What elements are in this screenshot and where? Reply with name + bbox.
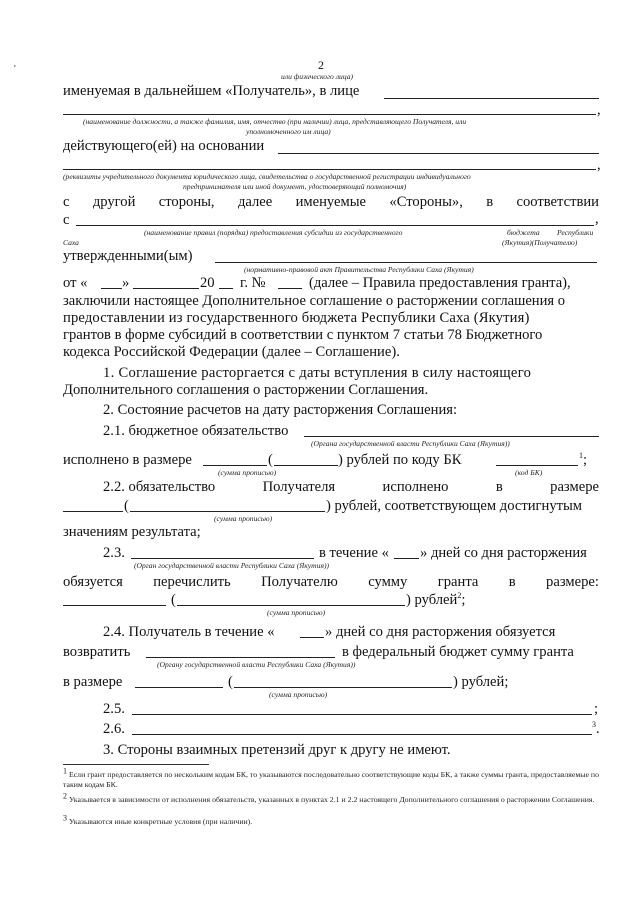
basis-field[interactable]	[278, 153, 599, 154]
representative-field[interactable]	[384, 98, 599, 99]
p22-sum-field[interactable]	[63, 511, 123, 512]
body-line-3: грантов в форме субсидий в соответствии с пунктом 7 статьи 78 Бюджетного	[63, 327, 543, 343]
p22-rest: ) рублей, соответствующем достигнутым	[326, 498, 583, 514]
representative-field-2[interactable]	[63, 114, 596, 115]
approved-label: утвержденными(ым)	[63, 248, 193, 264]
basis-field-2[interactable]	[63, 169, 596, 170]
year-field[interactable]	[219, 288, 233, 289]
p23-rest: в течение «	[319, 545, 389, 561]
p23-organ-field[interactable]	[131, 558, 314, 559]
p24-size: в размере	[63, 674, 123, 690]
number-label: г. №	[240, 275, 266, 291]
sub-organ2: (Орган государственной власти Республики Саха (Якутия))	[134, 561, 330, 570]
sub-individual: или физического лица)	[281, 72, 354, 81]
rules-field[interactable]	[76, 225, 594, 226]
kbk-field[interactable]	[496, 465, 578, 466]
recipient-label: именуемая в дальнейшем «Получатель», в лице	[63, 83, 360, 99]
p26-field[interactable]	[132, 734, 592, 735]
p24-line1: 2.4. Получатель в течение «	[103, 624, 275, 640]
p24-words-field[interactable]	[234, 687, 452, 688]
p24-line1b: » дней со дня расторжения обязуется	[325, 624, 556, 640]
sub-kbk: (код БК)	[515, 468, 543, 477]
year-label: 20	[200, 275, 215, 291]
p22-last: значениям результата;	[63, 524, 201, 540]
sub-sum-2: (сумма прописью)	[214, 514, 273, 523]
p24-organ-field[interactable]	[146, 657, 335, 658]
approved-field[interactable]	[215, 262, 597, 263]
line6-s: с	[63, 212, 70, 228]
sub-organ: (Органа государственной власти Республики Саха (Якутия))	[311, 439, 510, 448]
sub-sum-4: (сумма прописью)	[269, 690, 328, 699]
sub-sum-1: (сумма прописью)	[218, 468, 277, 477]
p24-sum-field[interactable]	[135, 687, 223, 688]
p24-fed: в федеральный бюджет сумму гранта	[342, 644, 574, 660]
sub-budget-2: Республики	[557, 228, 594, 237]
p23-rest2: » дней со дня расторжения	[420, 545, 587, 561]
p23-open: (	[171, 592, 176, 608]
p26-fn-period: $^3$.	[592, 720, 600, 737]
body-line-2: предоставлении из государственного бюджета Республики Саха (Якутия)	[63, 310, 530, 326]
footnote-3: $^3$ Указываются иные конкретные условия (при наличии).	[63, 813, 253, 826]
body-line-1: заключили настоящее Дополнительное соглашение о расторжении соглашения о	[63, 293, 566, 309]
sub-sum-3: (сумма прописью)	[267, 608, 326, 617]
basis-label: действующего(ей) на основании	[63, 138, 265, 154]
p23-days-field[interactable]	[394, 558, 419, 559]
p26-label: 2.6.	[103, 721, 125, 737]
day-field[interactable]	[101, 288, 122, 289]
from-label: от «	[63, 275, 88, 291]
sub-saha: Саха	[63, 238, 79, 247]
sub-recipient: (Якутия)(Получателю)	[502, 238, 578, 247]
p21-sum-field[interactable]	[203, 465, 267, 466]
rules-ref: (далее – Правила предоставления гранта),	[309, 275, 571, 291]
sub-docs-b: предпринимателя или иной документ, удостоверяющий полномочия)	[183, 182, 407, 191]
comma-1: ,	[597, 102, 601, 118]
p3: 3. Стороны взаимных претензий друг к другу не имеют.	[103, 742, 451, 758]
p21-open: (	[268, 452, 273, 468]
p21-close: ) рублей по коду БК	[338, 452, 462, 468]
p21-exec: исполнено в размере	[63, 452, 192, 468]
sub-docs-a: (реквизиты учредительного документа юридического лица, свидетельства о государственной регистрации индивидуального	[63, 172, 471, 181]
p22-line: 2.2. обязательство Получателя исполнено в размере	[103, 479, 599, 495]
sides-line: с другой стороны, далее именуемые «Стороны», в соответствии	[63, 194, 599, 210]
sub-budget-1: бюджета	[507, 228, 540, 237]
sub-organ3: (Органу государственной власти Республики Саха (Якутия))	[157, 660, 356, 669]
p24-return: возвратить	[63, 644, 131, 660]
p22-words-field[interactable]	[130, 511, 325, 512]
footnote-1: $^1$ Если грант предоставляется по нескольким кодам БК, то указываются последовательно соответствующие коды БК, а также суммы гранта, предоставляемые по таким кодам БК.	[63, 766, 599, 789]
p23-sum-field[interactable]	[63, 605, 166, 606]
p24-open: (	[228, 674, 233, 690]
p22-open: (	[124, 498, 129, 514]
comma-2: ,	[597, 157, 601, 173]
p21-fn-semicolon: $^1$;	[579, 451, 588, 468]
p25-label: 2.5.	[103, 701, 125, 717]
p23-close: ) рублей$^2$;	[406, 591, 466, 608]
page-number: 2	[318, 58, 324, 72]
p2-title: 2. Состояние расчетов на дату расторжения Соглашения:	[103, 402, 458, 418]
number-field[interactable]	[278, 288, 302, 289]
margin-mark: '	[14, 64, 16, 75]
p1-line-2: Дополнительного соглашения о расторжении Соглашения.	[63, 382, 429, 398]
p1-line-1: 1. Соглашение расторгается с даты вступления в силу настоящего	[103, 365, 532, 381]
p21-organ-field[interactable]	[304, 436, 599, 437]
p21-words-field[interactable]	[274, 465, 338, 466]
day-close: »	[122, 275, 130, 291]
p21-label: 2.1. бюджетное обязательство	[103, 423, 289, 439]
p23-label: 2.3.	[103, 545, 125, 561]
month-field[interactable]	[133, 288, 199, 289]
footnote-separator	[63, 764, 209, 765]
p25-field[interactable]	[132, 714, 592, 715]
p23-words-field[interactable]	[177, 605, 405, 606]
p24-close: ) рублей;	[453, 674, 509, 690]
sub-npa: (нормативно-правовой акт Правительства Республики Саха (Якутия)	[244, 265, 474, 274]
sub-rules: (наименование правил (порядка) предоставления субсидии из государственного	[144, 228, 403, 237]
sub-position-b: уполномоченного им лица)	[246, 127, 331, 136]
p24-days-field[interactable]	[300, 637, 324, 638]
sub-position-a: (наименование должности, а также фамилия, имя, отчество (при наличии) лица, представляющего Получателя, или	[83, 117, 467, 126]
p23-line2: обязуется перечислить Получателю сумму гранта в размере:	[63, 574, 599, 590]
footnote-2: $^2$ Указывается в зависимости от исполнения обязательств, указанных в пунктах 2.1 и 2.2 настоящего Дополнительного соглашения о расторжении Соглашения.	[63, 791, 595, 804]
comma-3: ,	[595, 211, 599, 227]
p25-semicolon: ;	[594, 701, 599, 717]
body-line-4: кодекса Российской Федерации (далее – Соглашение).	[63, 344, 400, 360]
